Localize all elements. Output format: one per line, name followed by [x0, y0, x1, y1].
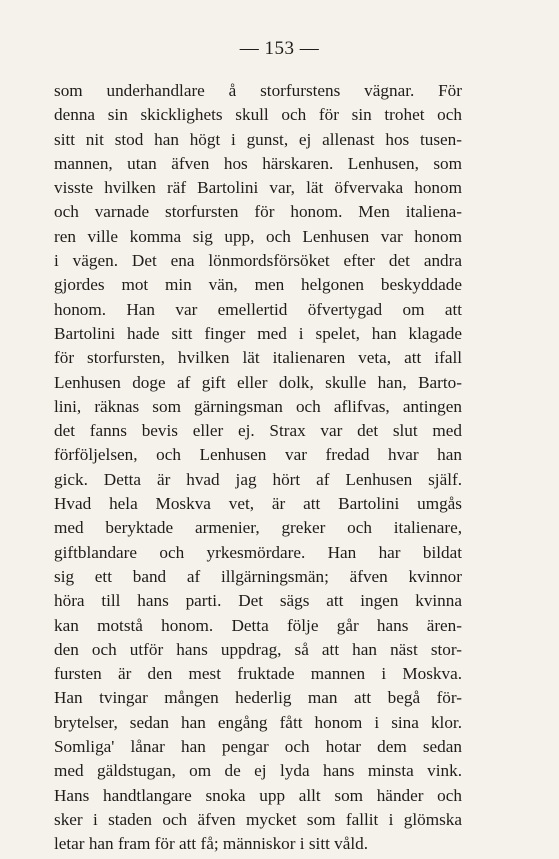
page-number: — 153 —	[239, 38, 320, 59]
text-line: sig ett band af illgärningsmän; äfven kvinnor	[54, 566, 462, 586]
text-line: Somliga' lånar han pengar och hotar dem sedan	[54, 737, 462, 757]
text-line: som underhandlare å storfurstens vägnar. För	[54, 81, 462, 100]
text-line: visste hvilken räf Bartolini var, lät öfvervaka honom	[54, 178, 462, 198]
text-line: Bartolini hade sitt finger med i spelet, han klagade	[54, 323, 462, 343]
text-line: med gäldstugan, om de ej lyda hans minsta vink.	[54, 761, 462, 781]
text-line: Hans handtlangare snoka upp allt som händer och	[54, 785, 462, 805]
text-line: honom. Han var emellertid öfvertygad om att	[54, 299, 462, 319]
text-line: brytelser, sedan han engång fått honom i sina klor.	[54, 712, 462, 732]
text-line: för storfursten, hvilken lät italienaren veta, att ifall	[54, 348, 462, 368]
text-line: gjordes mot min vän, men helgonen beskyddade	[54, 275, 462, 295]
text-line: sker i staden och äfven mycket som fallit i glömska	[54, 809, 462, 829]
text-line: ren ville komma sig upp, och Lenhusen var honom	[54, 226, 462, 246]
text-line: med beryktade armenier, greker och italienare,	[54, 518, 462, 538]
text-line: denna sin skicklighets skull och för sin trohet och	[54, 105, 462, 125]
text-line: Lenhusen doge af gift eller dolk, skulle han, Barto-	[54, 372, 462, 392]
body-text	[54, 79, 462, 857]
text-line: lini, räknas som gärningsman och aflifvas, antingen	[54, 396, 462, 416]
text-line: och varnade storfursten för honom. Men italiena-	[54, 202, 462, 222]
text-line: gick. Detta är hvad jag hört af Lenhusen själf.	[54, 469, 462, 489]
text-line: förföljelsen, och Lenhusen var fredad hvar han	[54, 445, 462, 465]
text-line: höra till hans parti. Det sägs att ingen kvinna	[54, 591, 462, 611]
text-line: fursten är den mest fruktade mannen i Moskva.	[54, 664, 462, 684]
text-line: Hvad hela Moskva vet, är att Bartolini umgås	[54, 494, 462, 514]
text-line: kan motstå honom. Detta följe går hans ären-	[54, 615, 462, 635]
text-line: letar han fram för att få; människor i sitt våld.	[54, 834, 369, 854]
text-line: i vägen. Det ena lönmordsförsöket efter det andra	[54, 251, 462, 271]
text-line: den och utför hans uppdrag, så att han näst stor-	[54, 639, 462, 659]
text-line: mannen, utan äfven hos härskaren. Lenhusen, som	[54, 153, 462, 173]
text-line: giftblandare och yrkesmördare. Han har bildat	[54, 542, 462, 562]
text-line: Han tvingar mången hederlig man att begå för-	[54, 688, 462, 708]
text-line: det fanns bevis eller ej. Strax var det slut med	[54, 421, 462, 441]
text-line: sitt nit stod han högt i gunst, ej allenast hos tusen-	[54, 129, 462, 149]
